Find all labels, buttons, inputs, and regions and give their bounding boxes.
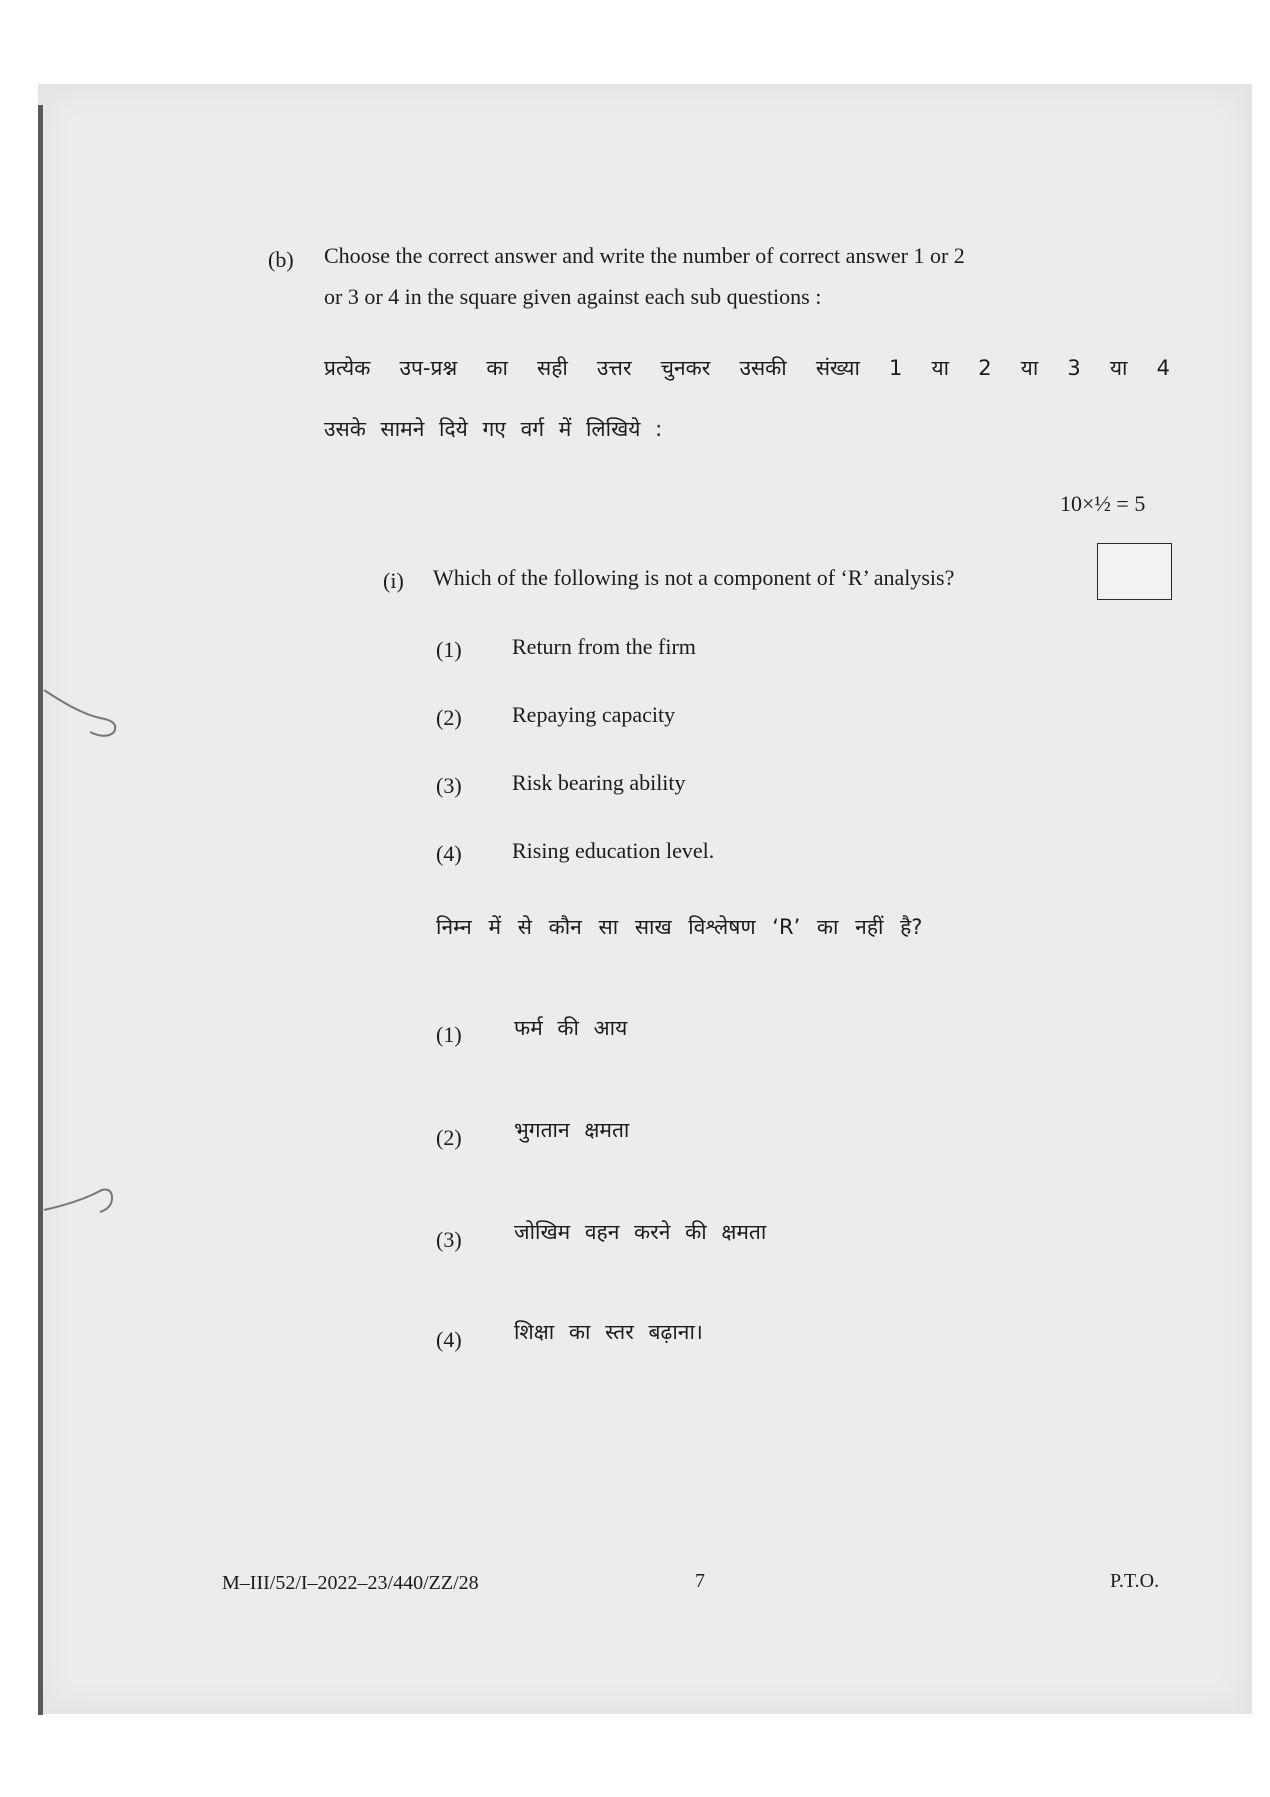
instruction-en-line-1: Choose the correct answer and write the number of correct answer 1 or 2	[324, 243, 965, 268]
option-en-num-2: (2)	[436, 705, 462, 730]
option-hi-num-2: (2)	[436, 1125, 462, 1150]
option-en-text-4: Rising education level.	[512, 838, 715, 863]
instruction-hi-word: या	[1109, 356, 1128, 380]
paper-tear-mark	[42, 1170, 122, 1240]
option-hi-text-4: शिक्षा का स्तर बढ़ाना।	[514, 1320, 703, 1344]
instruction-en-line-2: or 3 or 4 in the square given against each sub questions :	[324, 284, 822, 309]
instruction-hi-word: चुनकर	[660, 356, 711, 380]
paper-code: M–III/52/I–2022–23/440/ZZ/28	[222, 1572, 479, 1594]
instruction-hi-word: सही	[537, 356, 568, 380]
instruction-hi-word: 3	[1067, 356, 1081, 380]
instruction-hi-word: 4	[1156, 356, 1170, 380]
section-marker: (b)	[268, 247, 294, 272]
page-number: 7	[695, 1570, 705, 1592]
option-en-text-1: Return from the firm	[512, 634, 696, 659]
option-en-num-4: (4)	[436, 841, 462, 866]
paper-tear-mark	[42, 680, 122, 750]
pto-label: P.T.O.	[1110, 1570, 1160, 1592]
instruction-hi-word: 1	[889, 356, 903, 380]
instruction-hi-word: या	[1020, 356, 1039, 380]
instruction-hi-word: या	[931, 356, 950, 380]
option-hi-num-3: (3)	[436, 1227, 462, 1252]
instruction-hi-line-2: उसके सामने दिये गए वर्ग में लिखिये :	[324, 417, 663, 441]
instruction-hi-word: उसकी	[739, 356, 787, 380]
paper-left-edge	[38, 105, 43, 1715]
question-text-en: Which of the following is not a component of ‘R’ analysis?	[433, 565, 955, 590]
option-hi-text-1: फर्म की आय	[514, 1016, 628, 1040]
instruction-hi-word: 2	[978, 356, 992, 380]
answer-box[interactable]	[1097, 543, 1172, 600]
option-en-text-3: Risk bearing ability	[512, 770, 686, 795]
question-text-hi: निम्न में से कौन सा साख विश्लेषण ‘R’ का नहीं है?	[436, 915, 923, 939]
option-en-text-2: Repaying capacity	[512, 702, 676, 727]
option-hi-text-2: भुगतान क्षमता	[514, 1118, 630, 1142]
option-hi-text-3: जोखिम वहन करने की क्षमता	[514, 1220, 767, 1244]
instruction-hi-word: उप-प्रश्न	[399, 356, 458, 380]
instruction-hi-line-1	[324, 356, 1170, 381]
paper-sheet	[38, 84, 1252, 1714]
marks-allocation: 10×½ = 5	[1060, 491, 1146, 516]
question-number: (i)	[383, 568, 404, 593]
instruction-hi-word: प्रत्येक	[324, 356, 371, 380]
option-hi-num-1: (1)	[436, 1022, 462, 1047]
instruction-hi-word: संख्या	[815, 356, 860, 380]
instruction-hi-word: का	[486, 356, 508, 380]
option-en-num-3: (3)	[436, 773, 462, 798]
option-en-num-1: (1)	[436, 637, 462, 662]
instruction-hi-word: उत्तर	[596, 356, 632, 380]
option-hi-num-4: (4)	[436, 1327, 462, 1352]
